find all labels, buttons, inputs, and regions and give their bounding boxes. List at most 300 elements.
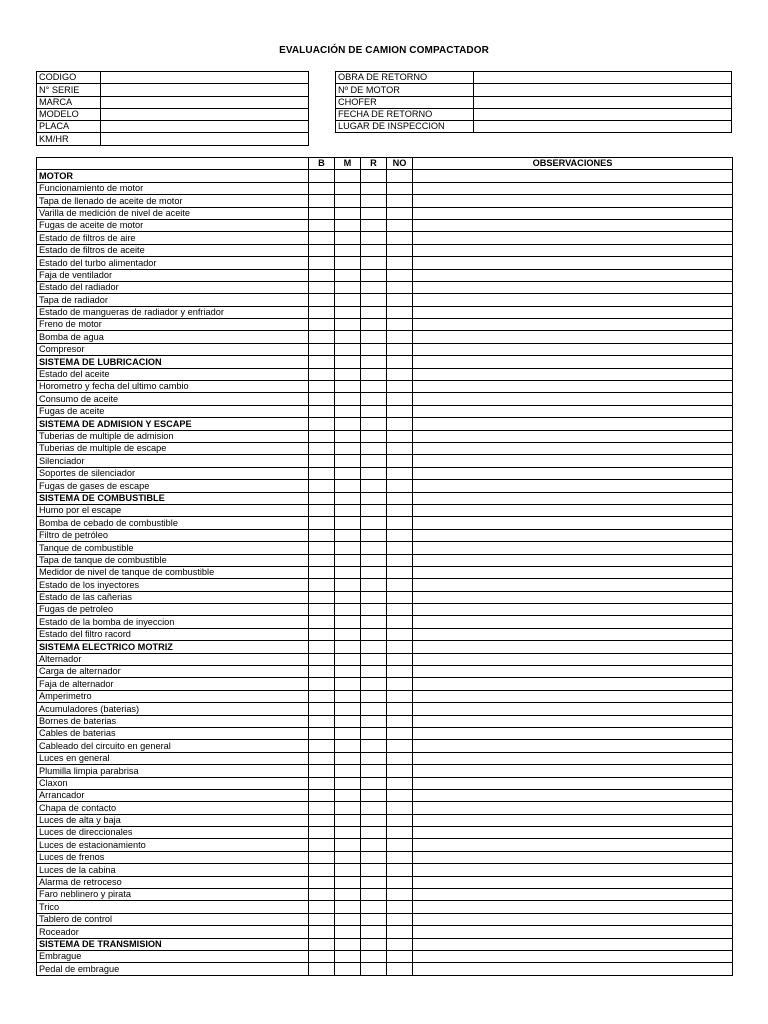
rating-cell-no[interactable] [387,740,413,752]
rating-cell-no[interactable] [387,480,413,492]
rating-cell-b[interactable] [309,889,335,901]
rating-cell-b[interactable] [309,678,335,690]
rating-cell-b[interactable] [309,269,335,281]
rating-cell-no[interactable] [387,653,413,665]
rating-cell-no[interactable] [387,442,413,454]
rating-cell-b[interactable] [309,653,335,665]
rating-cell-m[interactable] [335,604,361,616]
rating-cell-b[interactable] [309,591,335,603]
rating-cell-m[interactable] [335,616,361,628]
rating-cell-no[interactable] [387,938,413,950]
rating-cell-no[interactable] [387,430,413,442]
rating-cell-r[interactable] [361,554,387,566]
observaciones-cell[interactable] [413,740,733,752]
observaciones-cell[interactable] [413,715,733,727]
rating-cell-m[interactable] [335,517,361,529]
rating-cell-r[interactable] [361,356,387,368]
return-info-value-field[interactable] [474,72,732,84]
observaciones-cell[interactable] [413,294,733,306]
rating-cell-r[interactable] [361,765,387,777]
rating-cell-b[interactable] [309,480,335,492]
rating-cell-m[interactable] [335,901,361,913]
rating-cell-b[interactable] [309,442,335,454]
rating-cell-m[interactable] [335,492,361,504]
rating-cell-b[interactable] [309,802,335,814]
rating-cell-no[interactable] [387,542,413,554]
rating-cell-m[interactable] [335,232,361,244]
observaciones-cell[interactable] [413,430,733,442]
rating-cell-b[interactable] [309,257,335,269]
rating-cell-b[interactable] [309,715,335,727]
rating-cell-no[interactable] [387,889,413,901]
rating-cell-m[interactable] [335,938,361,950]
rating-cell-m[interactable] [335,405,361,417]
rating-cell-b[interactable] [309,430,335,442]
observaciones-cell[interactable] [413,306,733,318]
observaciones-cell[interactable] [413,827,733,839]
rating-cell-b[interactable] [309,343,335,355]
observaciones-cell[interactable] [413,963,733,975]
rating-cell-no[interactable] [387,752,413,764]
rating-cell-r[interactable] [361,269,387,281]
observaciones-cell[interactable] [413,269,733,281]
rating-cell-m[interactable] [335,306,361,318]
rating-cell-no[interactable] [387,319,413,331]
rating-cell-no[interactable] [387,504,413,516]
rating-cell-b[interactable] [309,368,335,380]
rating-cell-m[interactable] [335,951,361,963]
rating-cell-r[interactable] [361,901,387,913]
rating-cell-r[interactable] [361,864,387,876]
observaciones-cell[interactable] [413,851,733,863]
rating-cell-r[interactable] [361,232,387,244]
rating-cell-r[interactable] [361,480,387,492]
rating-cell-m[interactable] [335,244,361,256]
observaciones-cell[interactable] [413,244,733,256]
rating-cell-r[interactable] [361,566,387,578]
rating-cell-r[interactable] [361,641,387,653]
rating-cell-m[interactable] [335,678,361,690]
observaciones-cell[interactable] [413,777,733,789]
rating-cell-no[interactable] [387,616,413,628]
observaciones-cell[interactable] [413,802,733,814]
rating-cell-r[interactable] [361,913,387,925]
observaciones-cell[interactable] [413,195,733,207]
rating-cell-r[interactable] [361,851,387,863]
rating-cell-m[interactable] [335,269,361,281]
rating-cell-no[interactable] [387,343,413,355]
rating-cell-b[interactable] [309,418,335,430]
rating-cell-m[interactable] [335,802,361,814]
rating-cell-r[interactable] [361,343,387,355]
rating-cell-r[interactable] [361,517,387,529]
rating-cell-m[interactable] [335,566,361,578]
rating-cell-b[interactable] [309,703,335,715]
observaciones-cell[interactable] [413,789,733,801]
observaciones-cell[interactable] [413,529,733,541]
rating-cell-m[interactable] [335,393,361,405]
rating-cell-m[interactable] [335,727,361,739]
rating-cell-m[interactable] [335,542,361,554]
rating-cell-no[interactable] [387,492,413,504]
rating-cell-b[interactable] [309,616,335,628]
rating-cell-no[interactable] [387,963,413,975]
observaciones-cell[interactable] [413,319,733,331]
rating-cell-no[interactable] [387,170,413,182]
observaciones-cell[interactable] [413,343,733,355]
rating-cell-m[interactable] [335,356,361,368]
rating-cell-no[interactable] [387,802,413,814]
observaciones-cell[interactable] [413,418,733,430]
vehicle-info-value-field[interactable] [101,121,309,133]
rating-cell-no[interactable] [387,219,413,231]
observaciones-cell[interactable] [413,703,733,715]
vehicle-info-value-field[interactable] [101,84,309,96]
rating-cell-m[interactable] [335,889,361,901]
observaciones-cell[interactable] [413,653,733,665]
rating-cell-no[interactable] [387,356,413,368]
rating-cell-r[interactable] [361,368,387,380]
rating-cell-r[interactable] [361,182,387,194]
observaciones-cell[interactable] [413,356,733,368]
observaciones-cell[interactable] [413,219,733,231]
rating-cell-b[interactable] [309,504,335,516]
rating-cell-b[interactable] [309,864,335,876]
rating-cell-r[interactable] [361,405,387,417]
observaciones-cell[interactable] [413,864,733,876]
rating-cell-m[interactable] [335,963,361,975]
rating-cell-m[interactable] [335,703,361,715]
rating-cell-b[interactable] [309,232,335,244]
return-info-value-field[interactable] [474,84,732,96]
rating-cell-r[interactable] [361,926,387,938]
rating-cell-no[interactable] [387,604,413,616]
observaciones-cell[interactable] [413,207,733,219]
rating-cell-b[interactable] [309,455,335,467]
return-info-value-field[interactable] [474,96,732,108]
observaciones-cell[interactable] [413,331,733,343]
rating-cell-r[interactable] [361,727,387,739]
rating-cell-b[interactable] [309,752,335,764]
rating-cell-no[interactable] [387,827,413,839]
observaciones-cell[interactable] [413,901,733,913]
rating-cell-no[interactable] [387,257,413,269]
rating-cell-no[interactable] [387,641,413,653]
rating-cell-m[interactable] [335,715,361,727]
observaciones-cell[interactable] [413,368,733,380]
rating-cell-m[interactable] [335,319,361,331]
rating-cell-b[interactable] [309,319,335,331]
rating-cell-no[interactable] [387,727,413,739]
rating-cell-m[interactable] [335,653,361,665]
rating-cell-m[interactable] [335,257,361,269]
rating-cell-m[interactable] [335,591,361,603]
observaciones-cell[interactable] [413,889,733,901]
observaciones-cell[interactable] [413,504,733,516]
rating-cell-no[interactable] [387,789,413,801]
rating-cell-m[interactable] [335,579,361,591]
observaciones-cell[interactable] [413,455,733,467]
rating-cell-m[interactable] [335,628,361,640]
rating-cell-b[interactable] [309,926,335,938]
vehicle-info-value-field[interactable] [101,108,309,120]
rating-cell-b[interactable] [309,529,335,541]
rating-cell-b[interactable] [309,306,335,318]
rating-cell-r[interactable] [361,628,387,640]
rating-cell-m[interactable] [335,219,361,231]
rating-cell-b[interactable] [309,628,335,640]
rating-cell-b[interactable] [309,913,335,925]
rating-cell-no[interactable] [387,666,413,678]
rating-cell-r[interactable] [361,653,387,665]
observaciones-cell[interactable] [413,938,733,950]
rating-cell-r[interactable] [361,579,387,591]
rating-cell-r[interactable] [361,616,387,628]
observaciones-cell[interactable] [413,814,733,826]
rating-cell-m[interactable] [335,467,361,479]
rating-cell-b[interactable] [309,219,335,231]
observaciones-cell[interactable] [413,492,733,504]
observaciones-cell[interactable] [413,517,733,529]
rating-cell-m[interactable] [335,851,361,863]
rating-cell-b[interactable] [309,690,335,702]
rating-cell-no[interactable] [387,913,413,925]
rating-cell-no[interactable] [387,765,413,777]
rating-cell-b[interactable] [309,604,335,616]
rating-cell-r[interactable] [361,963,387,975]
observaciones-cell[interactable] [413,641,733,653]
rating-cell-r[interactable] [361,393,387,405]
rating-cell-no[interactable] [387,814,413,826]
rating-cell-m[interactable] [335,529,361,541]
rating-cell-b[interactable] [309,566,335,578]
rating-cell-r[interactable] [361,951,387,963]
observaciones-cell[interactable] [413,257,733,269]
rating-cell-b[interactable] [309,244,335,256]
rating-cell-m[interactable] [335,926,361,938]
rating-cell-b[interactable] [309,294,335,306]
observaciones-cell[interactable] [413,554,733,566]
rating-cell-b[interactable] [309,579,335,591]
rating-cell-m[interactable] [335,281,361,293]
rating-cell-r[interactable] [361,802,387,814]
observaciones-cell[interactable] [413,232,733,244]
rating-cell-no[interactable] [387,517,413,529]
rating-cell-m[interactable] [335,170,361,182]
rating-cell-m[interactable] [335,430,361,442]
observaciones-cell[interactable] [413,579,733,591]
rating-cell-m[interactable] [335,480,361,492]
rating-cell-b[interactable] [309,740,335,752]
rating-cell-b[interactable] [309,963,335,975]
rating-cell-m[interactable] [335,294,361,306]
rating-cell-r[interactable] [361,876,387,888]
observaciones-cell[interactable] [413,628,733,640]
rating-cell-no[interactable] [387,467,413,479]
rating-cell-no[interactable] [387,331,413,343]
rating-cell-b[interactable] [309,789,335,801]
rating-cell-no[interactable] [387,281,413,293]
rating-cell-r[interactable] [361,319,387,331]
observaciones-cell[interactable] [413,393,733,405]
rating-cell-m[interactable] [335,913,361,925]
observaciones-cell[interactable] [413,690,733,702]
return-info-value-field[interactable] [474,121,732,133]
rating-cell-r[interactable] [361,219,387,231]
observaciones-cell[interactable] [413,604,733,616]
rating-cell-r[interactable] [361,740,387,752]
observaciones-cell[interactable] [413,876,733,888]
rating-cell-b[interactable] [309,814,335,826]
rating-cell-no[interactable] [387,901,413,913]
vehicle-info-value-field[interactable] [101,133,309,145]
rating-cell-r[interactable] [361,294,387,306]
rating-cell-r[interactable] [361,467,387,479]
rating-cell-r[interactable] [361,827,387,839]
observaciones-cell[interactable] [413,913,733,925]
rating-cell-r[interactable] [361,715,387,727]
rating-cell-r[interactable] [361,666,387,678]
rating-cell-b[interactable] [309,195,335,207]
rating-cell-r[interactable] [361,703,387,715]
observaciones-cell[interactable] [413,405,733,417]
observaciones-cell[interactable] [413,381,733,393]
rating-cell-no[interactable] [387,579,413,591]
rating-cell-m[interactable] [335,789,361,801]
rating-cell-m[interactable] [335,504,361,516]
rating-cell-no[interactable] [387,851,413,863]
rating-cell-b[interactable] [309,517,335,529]
rating-cell-b[interactable] [309,851,335,863]
rating-cell-no[interactable] [387,232,413,244]
rating-cell-no[interactable] [387,418,413,430]
rating-cell-b[interactable] [309,641,335,653]
rating-cell-m[interactable] [335,368,361,380]
rating-cell-r[interactable] [361,207,387,219]
rating-cell-no[interactable] [387,715,413,727]
rating-cell-r[interactable] [361,529,387,541]
rating-cell-m[interactable] [335,554,361,566]
rating-cell-m[interactable] [335,814,361,826]
rating-cell-b[interactable] [309,666,335,678]
rating-cell-r[interactable] [361,938,387,950]
rating-cell-r[interactable] [361,678,387,690]
rating-cell-no[interactable] [387,703,413,715]
rating-cell-b[interactable] [309,542,335,554]
rating-cell-no[interactable] [387,529,413,541]
rating-cell-r[interactable] [361,752,387,764]
rating-cell-no[interactable] [387,244,413,256]
observaciones-cell[interactable] [413,281,733,293]
rating-cell-m[interactable] [335,777,361,789]
rating-cell-r[interactable] [361,504,387,516]
rating-cell-no[interactable] [387,269,413,281]
rating-cell-b[interactable] [309,839,335,851]
observaciones-cell[interactable] [413,467,733,479]
rating-cell-no[interactable] [387,864,413,876]
rating-cell-m[interactable] [335,331,361,343]
rating-cell-r[interactable] [361,492,387,504]
rating-cell-m[interactable] [335,418,361,430]
observaciones-cell[interactable] [413,926,733,938]
rating-cell-r[interactable] [361,244,387,256]
rating-cell-b[interactable] [309,356,335,368]
rating-cell-m[interactable] [335,207,361,219]
rating-cell-b[interactable] [309,727,335,739]
rating-cell-b[interactable] [309,492,335,504]
observaciones-cell[interactable] [413,951,733,963]
rating-cell-no[interactable] [387,839,413,851]
rating-cell-m[interactable] [335,343,361,355]
rating-cell-r[interactable] [361,455,387,467]
rating-cell-r[interactable] [361,170,387,182]
observaciones-cell[interactable] [413,542,733,554]
rating-cell-no[interactable] [387,182,413,194]
rating-cell-b[interactable] [309,281,335,293]
rating-cell-b[interactable] [309,777,335,789]
observaciones-cell[interactable] [413,752,733,764]
rating-cell-no[interactable] [387,455,413,467]
rating-cell-b[interactable] [309,467,335,479]
rating-cell-m[interactable] [335,641,361,653]
rating-cell-b[interactable] [309,405,335,417]
observaciones-cell[interactable] [413,566,733,578]
rating-cell-no[interactable] [387,678,413,690]
rating-cell-no[interactable] [387,554,413,566]
rating-cell-no[interactable] [387,591,413,603]
rating-cell-r[interactable] [361,306,387,318]
rating-cell-b[interactable] [309,876,335,888]
rating-cell-b[interactable] [309,938,335,950]
rating-cell-no[interactable] [387,926,413,938]
rating-cell-b[interactable] [309,182,335,194]
rating-cell-no[interactable] [387,294,413,306]
rating-cell-b[interactable] [309,901,335,913]
rating-cell-r[interactable] [361,418,387,430]
rating-cell-no[interactable] [387,951,413,963]
rating-cell-m[interactable] [335,455,361,467]
rating-cell-no[interactable] [387,405,413,417]
rating-cell-m[interactable] [335,195,361,207]
rating-cell-r[interactable] [361,430,387,442]
rating-cell-r[interactable] [361,814,387,826]
rating-cell-b[interactable] [309,765,335,777]
rating-cell-no[interactable] [387,207,413,219]
rating-cell-r[interactable] [361,442,387,454]
rating-cell-m[interactable] [335,442,361,454]
rating-cell-m[interactable] [335,740,361,752]
rating-cell-b[interactable] [309,554,335,566]
observaciones-cell[interactable] [413,591,733,603]
rating-cell-r[interactable] [361,257,387,269]
rating-cell-m[interactable] [335,876,361,888]
rating-cell-r[interactable] [361,195,387,207]
rating-cell-r[interactable] [361,381,387,393]
rating-cell-r[interactable] [361,789,387,801]
rating-cell-m[interactable] [335,381,361,393]
rating-cell-r[interactable] [361,604,387,616]
rating-cell-r[interactable] [361,542,387,554]
rating-cell-m[interactable] [335,827,361,839]
observaciones-cell[interactable] [413,839,733,851]
rating-cell-no[interactable] [387,195,413,207]
observaciones-cell[interactable] [413,182,733,194]
rating-cell-no[interactable] [387,628,413,640]
rating-cell-b[interactable] [309,951,335,963]
rating-cell-m[interactable] [335,864,361,876]
rating-cell-b[interactable] [309,170,335,182]
rating-cell-m[interactable] [335,690,361,702]
